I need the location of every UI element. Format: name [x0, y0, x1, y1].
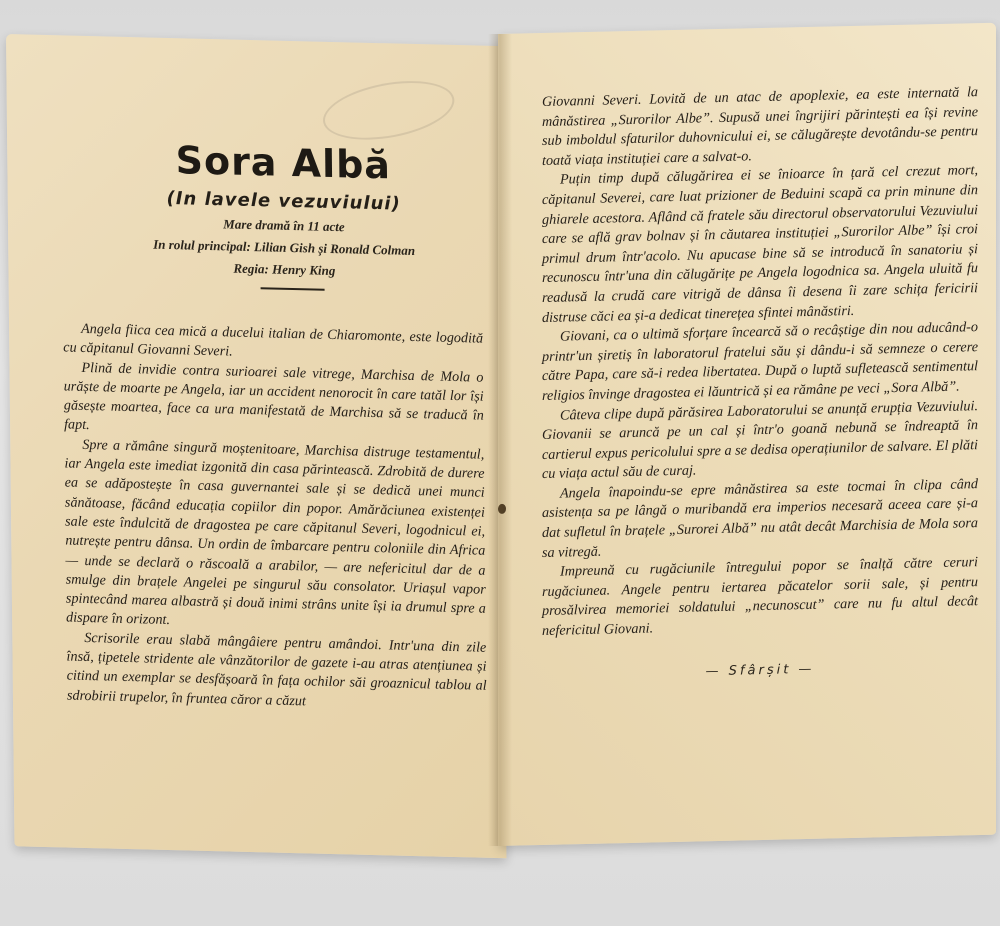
- director-line: [68, 257, 500, 284]
- director-name: Henry King: [272, 261, 336, 279]
- header-divider: [261, 287, 325, 291]
- cast-line: [68, 235, 500, 262]
- synopsis-paragraph: Angela înapoindu-se epre mânăstirea sa este tocmai în clipa când asistența sa pe lângă o muribandă era imperios necesară aceea care și-a dat sufletul în brațele „Surorei Albă” nu atât decât Marchisia de Mola sora sa vitregă.: [542, 475, 978, 561]
- synopsis-paragraph: Giovanni Severi. Lovită de un atac de apoplexie, ea este internată la mânăstirea „Surorilor Albe”. Supusă unei îngrijiri părintești ea își revine sub imboldul sfaturilor duhovnicului ei, se călugărește devotându-se pentru toată viața instituției care a salvat-o.: [542, 84, 978, 169]
- synopsis-paragraph: Giovani, ca o ultimă sforțare încearcă să o recâștige din nou aducând-o printr'un șiretiș în laboratorul fratelui său și dându-i să semneze o cerere către Papa, care să-i redea libertatea. După o luptă sufletească sentimentul religios învinge dragostea ei lăuntrică și ea rămâne pe veci „Sora Albă”.: [542, 319, 978, 404]
- cast-names: Lilian Gish și Ronald Colman: [253, 239, 416, 259]
- left-page: [6, 34, 506, 858]
- film-title: Sora Albă: [175, 138, 392, 188]
- synopsis-paragraph: Scrisorile erau slabă mângâiere pentru amândoi. Intr'una din zile însă, țipetele stridente ale vânzătorilor de gazete i-au atras atențiunea și citind un exemplar se desfășoară în fața ochilor săi groaznicul tablou al sdrobirii trupelor, în fruntea căror a căzut: [66, 629, 487, 710]
- synopsis-paragraph: Plină de invidie contra surioarei sale vitrege, Marchisa de Mola o urăște de moarte pe Angela, iar un accident nenorocit în care tatăl lor își găsește moartea, face ca ura manifestată de Marchisa să se traducă în fapt.: [63, 359, 484, 434]
- right-page: [498, 23, 996, 846]
- synopsis-paragraph: Impreună cu rugăciunile întregului popor se înalță către ceruri rugăciunea. Angele pentru iertarea păcatelor sorii sale, și pentru prosălvirea memoriei soldatului „necunoscut” care nu fu altul decât nefericitul Giovani.: [542, 554, 978, 640]
- ink-spot: [498, 504, 506, 514]
- film-subtitle: (In lavele vezuviului): [166, 187, 401, 215]
- synopsis-paragraph: Câteva clipe după părăsirea Laboratorului se anunță erupția Vezuviului. Giovanii se aruncă pe un cal și într'o goană nebună se îndreaptă în cartierul expus pericolului spre a se dedisa operațiunilor de salvare. El plăti cu viața actul său de curaj.: [542, 397, 978, 483]
- film-header: [6, 34, 501, 295]
- synopsis-paragraph: Spre a rămâne singură moștenitoare, Marchisa distruge testamentul, iar Angela este imediat izgonită din casa părintească. Zdrobită de durere ea se adăpostește în casa guvernantei sale și se dedică unei munci sănătoase, făcând educația copiilor din popor. Amărăciunea existenței sale este îndulcită de dragostea pe care căpitanul Severi, logodnicul ei, nutrește pentru dânsa. Un ordin de îmbarcare pentru coloniile din Africa — unde se declară o răscoală a arabilor, — are nefericitul dar de a smulge din brațele Angelei pe singurul său consolator. Uriașul vapor spintecând marea albastră și două inimi strâns unite își ia drumul spre a dispare în orizont.: [64, 436, 486, 629]
- film-genre: Mare dramă în 11 acte: [223, 216, 345, 235]
- synopsis-left: [63, 319, 487, 715]
- cast-prefix: In rolul principal:: [153, 236, 251, 254]
- synopsis-paragraph: Puțin timp după călugărirea ei se înioarce în țară cel crezut mort, căpitanul Severei, care luat prizioner de Beduini scapă ca prin minune din ghiarele acestora. Aflând că fratele său directorul observatorului Vezuviului care se află grav bolnav și în căutarea instituției „Surorilor Albe” își croi primul drum într'acolo. Nu apucase bine să se introducă în sanatoriu și recunoscu într'una din călugărițe pe Angela logodnica sa. Angela uluită fu readusă la crudă care vitrigă de dânsa îi desena îi zare schița fericirii distruse căci ea și-a dedicat tinerețea sfintei mânăstiri.: [542, 162, 978, 326]
- director-prefix: Regia:: [233, 260, 269, 277]
- synopsis-right: [542, 83, 978, 685]
- booklet: [6, 34, 996, 846]
- end-mark: — Sfârșit —: [705, 661, 815, 679]
- synopsis-paragraph: Angela fiica cea mică a ducelui italian de Chiaromonte, este logodită cu căpitanul Giovanni Severi.: [63, 320, 484, 360]
